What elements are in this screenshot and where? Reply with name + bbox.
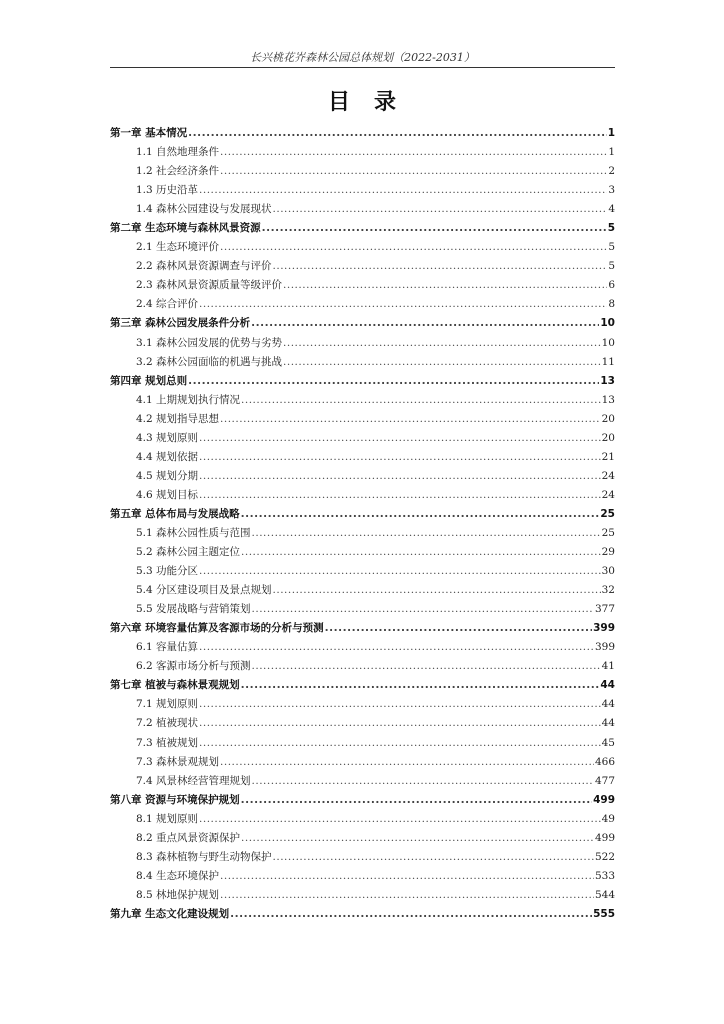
dot-leader (273, 581, 601, 600)
dot-leader (188, 372, 599, 391)
toc-entry-title: 7.1 规划原则 (136, 698, 199, 711)
toc-section-entry[interactable] (110, 486, 615, 505)
toc-section-entry[interactable] (110, 600, 615, 619)
dot-leader (273, 257, 608, 276)
toc-entry-title: 4.1 上期规划执行情况 (136, 393, 241, 406)
toc-entry-title: 5.4 分区建设项目及景点规划 (136, 584, 272, 597)
toc-page-number: 29 (601, 546, 615, 559)
header-rule (110, 67, 615, 68)
toc-title: 目录 (327, 90, 420, 115)
toc-section-entry[interactable] (110, 848, 615, 867)
toc-section-entry[interactable] (110, 829, 615, 848)
toc-section-entry[interactable] (110, 753, 615, 772)
toc-page-number: 1 (607, 127, 615, 139)
toc-section-entry[interactable] (110, 524, 615, 543)
toc-entry-title: 第二章 生态环境与森林风景资源 (110, 222, 261, 235)
dot-leader (273, 200, 608, 219)
toc-section-entry[interactable] (110, 200, 615, 219)
dot-leader (188, 124, 607, 143)
toc-entry-title: 7.4 风景林经营管理规划 (136, 774, 251, 787)
dot-leader (199, 448, 601, 467)
toc-entry-title: 5.2 森林公园主题定位 (136, 546, 241, 559)
toc-page-number: 20 (601, 431, 615, 444)
toc-chapter-entry[interactable] (110, 314, 615, 333)
toc-page-number: 11 (601, 355, 615, 368)
toc-entry-title: 第八章 资源与环境保护规划 (110, 793, 240, 806)
toc-section-entry[interactable] (110, 162, 615, 181)
dot-leader (199, 429, 601, 448)
toc-section-entry[interactable] (110, 353, 615, 372)
toc-entry-title: 第六章 环境容量估算及客源市场的分析与预测 (110, 622, 324, 635)
toc-page-number: 5 (608, 260, 615, 273)
dot-leader (241, 791, 592, 810)
dot-leader (252, 772, 594, 791)
dot-leader (273, 848, 594, 867)
dot-leader (220, 753, 594, 772)
toc-entry-title: 1.3 历史沿革 (136, 184, 199, 197)
toc-entry-title: 1.4 森林公园建设与发展现状 (136, 203, 272, 216)
toc-page-number: 24 (601, 469, 615, 482)
dot-leader (199, 695, 601, 714)
toc-page-number: 5 (608, 241, 615, 254)
toc-page-number: 25 (600, 507, 615, 520)
toc-chapter-entry[interactable] (110, 676, 615, 695)
dot-leader (220, 410, 601, 429)
dot-leader (220, 162, 607, 181)
toc-page-number: 13 (601, 393, 615, 406)
toc-page-number: 21 (601, 450, 615, 463)
running-header: 长兴桃花岕森林公园总体规划（2022-2031） (250, 51, 475, 64)
toc-entry-title: 2.4 综合评价 (136, 298, 199, 311)
toc-section-entry[interactable] (110, 581, 615, 600)
toc-section-entry[interactable] (110, 695, 615, 714)
dot-leader (199, 181, 607, 200)
toc-section-entry[interactable] (110, 638, 615, 657)
dot-leader (220, 143, 607, 162)
toc-entry-title: 1.1 自然地理条件 (136, 146, 220, 159)
toc-entry-title: 4.4 规划依据 (136, 450, 199, 463)
dot-leader (252, 600, 594, 619)
dot-leader (199, 810, 601, 829)
toc-page-number: 24 (601, 488, 615, 501)
toc-page-number: 466 (594, 755, 615, 768)
toc-page-number: 44 (601, 698, 615, 711)
dot-leader (252, 657, 601, 676)
toc-page-number: 1 (608, 146, 615, 159)
toc-section-entry[interactable] (110, 886, 615, 905)
toc-section-entry[interactable] (110, 295, 615, 314)
toc-entry-title: 第三章 森林公园发展条件分析 (110, 317, 251, 330)
toc-section-entry[interactable] (110, 467, 615, 486)
toc-entry-title: 第五章 总体布局与发展战略 (110, 507, 240, 520)
toc-section-entry[interactable] (110, 543, 615, 562)
toc-page-number: 499 (593, 793, 615, 806)
toc-page-number: 522 (594, 850, 615, 863)
toc-page-number: 32 (601, 584, 615, 597)
dot-leader (262, 219, 607, 238)
dot-leader (241, 391, 601, 410)
toc-page-number: 533 (594, 869, 615, 882)
dot-leader (220, 886, 594, 905)
toc-page-number: 49 (601, 812, 615, 825)
toc-section-entry[interactable] (110, 334, 615, 353)
toc-chapter-entry[interactable] (110, 372, 615, 391)
dot-leader (199, 562, 601, 581)
toc-page-number: 377 (594, 603, 615, 616)
dot-leader (199, 467, 601, 486)
toc-entry-title: 8.1 规划原则 (136, 812, 199, 825)
toc-page-number: 544 (594, 888, 615, 901)
toc-page-number: 45 (601, 736, 615, 749)
toc-section-entry[interactable] (110, 257, 615, 276)
dot-leader (241, 543, 601, 562)
toc-entry-title: 2.1 生态环境评价 (136, 241, 220, 254)
toc-section-entry[interactable] (110, 448, 615, 467)
toc-section-entry[interactable] (110, 810, 615, 829)
dot-leader (199, 486, 601, 505)
toc-section-entry[interactable] (110, 391, 615, 410)
toc-page-number: 44 (600, 679, 615, 692)
toc-page-number: 555 (593, 907, 615, 920)
toc-section-entry[interactable] (110, 238, 615, 257)
dot-leader (220, 867, 594, 886)
toc-entry-title: 7.3 植被规划 (136, 736, 199, 749)
toc-page-number: 25 (601, 526, 615, 539)
toc-entry-title: 第九章 生态文化建设规划 (110, 907, 230, 920)
toc-page-number: 30 (601, 565, 615, 578)
toc-chapter-entry[interactable] (110, 619, 615, 638)
toc-page-number: 3 (608, 184, 615, 197)
toc-page-number: 8 (608, 298, 615, 311)
toc-entry-title: 3.2 森林公园面临的机遇与挑战 (136, 355, 283, 368)
toc-page-number: 4 (608, 203, 615, 216)
dot-leader (199, 638, 594, 657)
dot-leader (251, 314, 599, 333)
toc-entry-title: 5.3 功能分区 (136, 565, 199, 578)
toc-chapter-entry[interactable] (110, 124, 615, 143)
toc-section-entry[interactable] (110, 562, 615, 581)
toc-section-entry[interactable] (110, 429, 615, 448)
toc-entry-title: 8.3 森林植物与野生动物保护 (136, 850, 272, 863)
toc-chapter-entry[interactable] (110, 219, 615, 238)
dot-leader (241, 829, 594, 848)
toc-section-entry[interactable] (110, 867, 615, 886)
toc-page-number: 10 (601, 336, 615, 349)
toc-entry-title: 8.4 生态环境保护 (136, 869, 220, 882)
toc-entry-title: 2.2 森林风景资源调查与评价 (136, 260, 272, 273)
dot-leader (283, 334, 601, 353)
toc-section-entry[interactable] (110, 410, 615, 429)
dot-leader (252, 524, 601, 543)
dot-leader (241, 505, 600, 524)
toc-section-entry[interactable] (110, 734, 615, 753)
toc-entry-title: 4.5 规划分期 (136, 469, 199, 482)
dot-leader (230, 905, 592, 924)
toc-entry-title: 5.5 发展战略与营销策划 (136, 603, 251, 616)
toc-entry-title: 7.2 植被现状 (136, 717, 199, 730)
toc-entry-title: 6.1 容量估算 (136, 641, 199, 654)
toc-page-number: 399 (593, 622, 615, 635)
dot-leader (220, 238, 607, 257)
toc-entry-title: 7.3 森林景观规划 (136, 755, 220, 768)
dot-leader (199, 734, 601, 753)
toc-section-entry[interactable] (110, 772, 615, 791)
dot-leader (241, 676, 600, 695)
toc-entry-title: 8.5 林地保护规划 (136, 888, 220, 901)
toc-entry-title: 4.2 规划指导思想 (136, 412, 220, 425)
toc-section-entry[interactable] (110, 276, 615, 295)
toc-entry-title: 2.3 森林风景资源质量等级评价 (136, 279, 283, 292)
toc-entry-title: 5.1 森林公园性质与范围 (136, 526, 251, 539)
toc-page-number: 44 (601, 717, 615, 730)
toc-entry-title: 3.1 森林公园发展的优势与劣势 (136, 336, 283, 349)
toc-page-number: 399 (594, 641, 615, 654)
toc-entry-title: 4.3 规划原则 (136, 431, 199, 444)
toc-page-number: 20 (601, 412, 615, 425)
dot-leader (283, 276, 607, 295)
toc-chapter-entry[interactable] (110, 791, 615, 810)
toc-section-entry[interactable] (110, 143, 615, 162)
toc-chapter-entry[interactable] (110, 905, 615, 924)
dot-leader (283, 353, 601, 372)
toc-page-number: 2 (608, 165, 615, 178)
toc-entry-title: 6.2 客源市场分析与预测 (136, 660, 251, 673)
dot-leader (199, 714, 601, 733)
toc-page-number: 6 (608, 279, 615, 292)
table-of-contents (110, 124, 615, 924)
toc-section-entry[interactable] (110, 181, 615, 200)
toc-entry-title: 第七章 植被与森林景观规划 (110, 679, 240, 692)
toc-entry-title: 第四章 规划总则 (110, 374, 188, 387)
toc-entry-title: 4.6 规划目标 (136, 488, 199, 501)
dot-leader (199, 295, 607, 314)
toc-entry-title: 1.2 社会经济条件 (136, 165, 220, 178)
toc-page-number: 41 (601, 660, 615, 673)
toc-page-number: 10 (600, 317, 615, 330)
toc-page-number: 13 (600, 374, 615, 387)
toc-section-entry[interactable] (110, 657, 615, 676)
toc-page-number: 477 (594, 774, 615, 787)
toc-page-number: 499 (594, 831, 615, 844)
dot-leader (325, 619, 592, 638)
toc-entry-title: 8.2 重点风景资源保护 (136, 831, 241, 844)
toc-chapter-entry[interactable] (110, 505, 615, 524)
toc-section-entry[interactable] (110, 714, 615, 733)
toc-page-number: 5 (607, 222, 615, 235)
toc-entry-title: 第一章 基本情况 (110, 127, 188, 139)
